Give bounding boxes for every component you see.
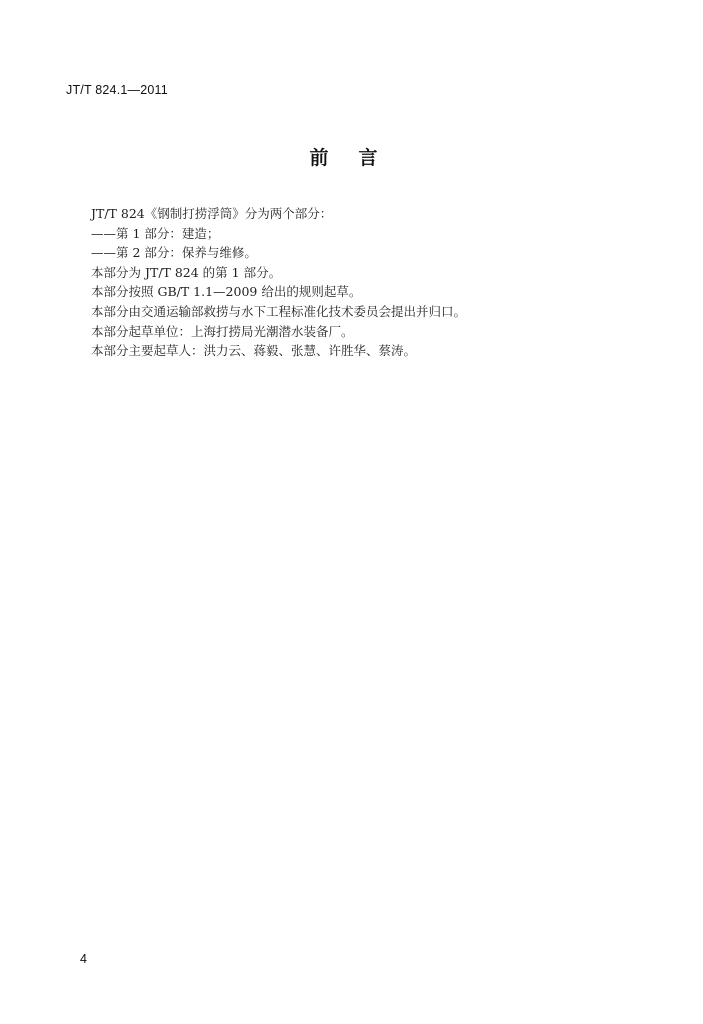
page-title: 前言 [309,147,408,169]
paragraph-proposer: 本部分由交通运输部救捞与水下工程标准化技术委员会提出并归口。 [91,303,467,319]
paragraph-drafting-unit: 本部分起草单位：上海打捞局光潮潜水装备厂。 [91,323,354,339]
paragraph-series-intro: JT/T 824《钢制打捞浮筒》分为两个部分： [91,206,333,221]
paragraph-part-2: ——第 2 部分：保养与维修。 [91,245,257,261]
paragraph-drafters: 本部分主要起草人：洪力云、蒋毅、张慧、许胜华、蔡涛。 [91,343,417,359]
paragraph-drafting-rules: 本部分按照 GB/T 1.1—2009 给出的规则起草。 [91,284,362,300]
page-number: 4 [80,952,87,966]
paragraph-part-1: ——第 1 部分：建造； [91,225,220,241]
standard-number: JT/T 824.1—2011 [66,83,168,97]
foreword-body [91,204,651,361]
paragraph-this-part: 本部分为 JT/T 824 的第 1 部分。 [91,264,282,280]
